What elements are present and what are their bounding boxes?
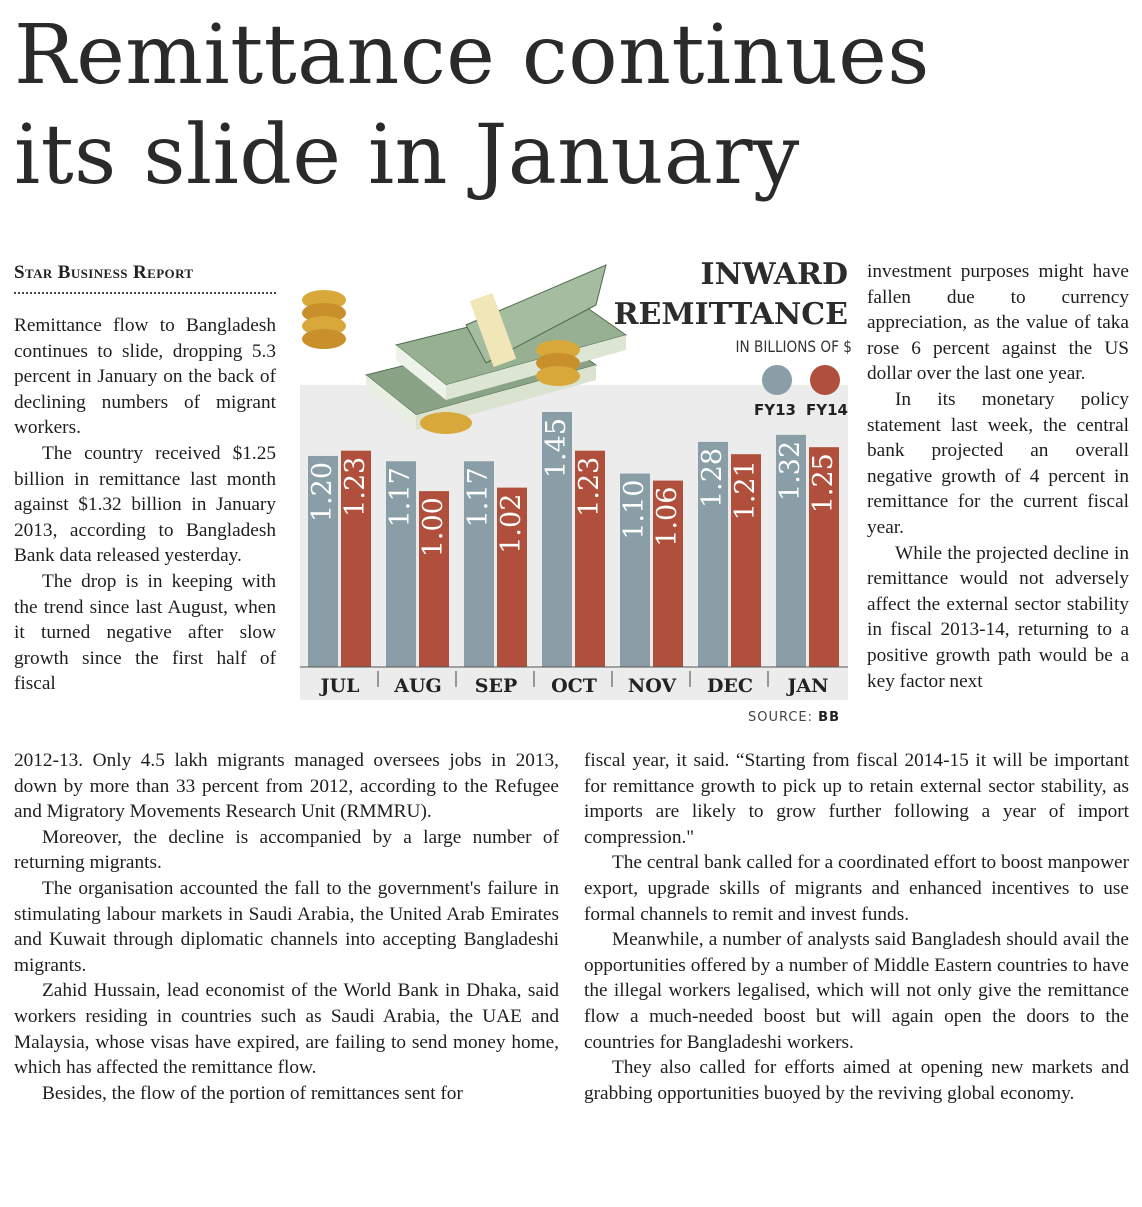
x-axis-labels [319, 671, 829, 697]
bar-value-label: 1.28 [697, 447, 728, 509]
bar-value-label: 1.23 [340, 456, 371, 517]
bar-value-label: 1.25 [808, 453, 839, 514]
chart-background [300, 385, 848, 700]
paragraph: The organisation accounted the fall to the government's failure in stimulating labour markets in Saudi Arabia, the United Arab Emirates and Kuwait through diplomatic channels into accepting Bangladeshi migrants. [14, 877, 559, 976]
paragraph: Meanwhile, a number of analysts said Bangladesh should avail the opportunities offered by a number of Middle Eastern countries to have the illegal workers legalised, which will not only give the remittance flow a much-needed boost but will again open the doors to the countries for Bangladeshi workers. [584, 929, 1129, 1053]
bar-value-label: 1.20 [307, 461, 338, 523]
chart-title-line-1: INWARD [700, 257, 848, 292]
chart-source [748, 710, 840, 725]
bar-value-label: 1.23 [574, 456, 605, 517]
x-tick-label: SEP [474, 675, 518, 697]
paragraph: While the projected decline in remittance would not adversely affect the external sector stability in fiscal 2013-14, returning to a positive growth path would be a key factor next [867, 542, 1129, 692]
paragraph: Moreover, the decline is accompanied by a large number of returning migrants. [14, 826, 559, 874]
headline [14, 6, 1134, 206]
bar-value-label: 1.17 [463, 467, 494, 528]
bar-value-label: 1.10 [619, 479, 650, 540]
column-1-top [14, 313, 276, 697]
byline: Star Business Report [14, 262, 194, 283]
bar-value-label: 1.17 [385, 467, 416, 528]
paragraph: The central bank called for a coordinated effort to boost manpower export, upgrade skills of migrants and enhanced incentives to use formal channels to remit and invest funds. [584, 852, 1129, 925]
column-3-top [867, 259, 1129, 694]
bar-value-label: 1.45 [541, 418, 572, 479]
bar-value-label: 1.21 [730, 460, 761, 521]
paragraph: They also called for efforts aimed at opening new markets and grabbing opportunities buoyed by the reviving global economy. [584, 1057, 1129, 1104]
legend-fy13-label: FY13 [754, 401, 796, 419]
source-value: BB [818, 710, 840, 725]
paragraph: Zahid Hussain, lead economist of the World Bank in Dhaka, said workers residing in countries such as Saudi Arabia, the UAE and Malaysia, whose visas have expired, are failing to send money home, which has affected the remittance flow. [14, 980, 559, 1079]
column-3-bottom [584, 748, 1129, 1106]
bar-value-label: 1.02 [496, 493, 527, 554]
x-tick-label: NOV [627, 675, 677, 697]
legend-fy14-label: FY14 [806, 401, 848, 419]
x-tick-label: DEC [706, 675, 754, 697]
source-label: SOURCE: [747, 710, 814, 725]
chart-title-line-2: REMITTANCE [613, 297, 848, 332]
x-tick-label: OCT [551, 675, 597, 697]
paragraph: 2012-13. Only 4.5 lakh migrants managed oversees jobs in 2013, down by more than 33 percent from 2012, according to the Refugee and Migratory Movements Research Unit (RMMRU). [14, 750, 559, 823]
x-tick-label: JUL [320, 675, 360, 697]
bar-value-label: 1.06 [652, 486, 683, 547]
paragraph: In its monetary policy statement last week, the central bank projected an overall negative growth of 4 percent in remittance for the current fiscal year. [867, 388, 1129, 538]
paragraph: The country received $1.25 billion in remittance last month against $1.32 billion in January 2013, according to Bangladesh Bank data released yesterday. [14, 442, 276, 567]
column-1-bottom [14, 748, 559, 1106]
byline-divider [14, 292, 276, 294]
chart-unit: IN BILLIONS OF $ [735, 337, 852, 356]
paragraph: fiscal year, it said. “Starting from fiscal 2014-15 it will be important for remittance growth to pick up to retain external sector stability, as imports are likely to grow further following a year of import compression." [584, 750, 1129, 848]
bar-value-label: 1.00 [418, 497, 449, 558]
remittance-chart [296, 255, 856, 735]
headline-line-2: its slide in January [14, 108, 800, 203]
x-tick-label: AUG [394, 675, 442, 697]
legend-fy14-swatch [810, 365, 840, 395]
x-tick-label: JAN [787, 675, 829, 697]
legend-fy13-swatch [762, 365, 792, 395]
paragraph: Besides, the flow of the portion of remittances sent for [42, 1082, 463, 1104]
paragraph: investment purposes might have fallen due to currency appreciation, as the value of taka rose 6 percent against the US dollar over the last one year. [867, 261, 1129, 385]
paragraph: The drop is in keeping with the trend since last August, when it turned negative after slow growth since the first half of fiscal [14, 570, 276, 695]
headline-line-1: Remittance continues [14, 8, 930, 103]
paragraph: Remittance flow to Bangladesh continues to slide, dropping 5.3 percent in January on the back of declining numbers of migrant workers. [14, 315, 276, 439]
bar-value-label: 1.32 [775, 440, 806, 501]
